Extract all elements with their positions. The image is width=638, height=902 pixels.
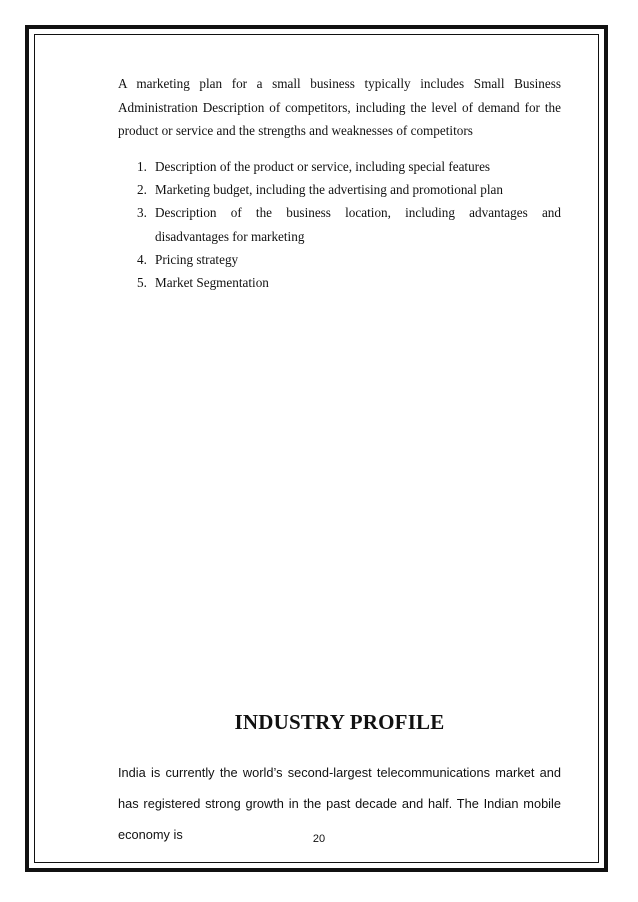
list-item-number: 1. — [137, 159, 147, 174]
section-paragraph: India is currently the world’s second-largest telecommunications market and has registered strong growth in the past decade and half. The Indian mobile economy is — [118, 765, 561, 842]
list-item-number: 2. — [137, 182, 147, 198]
list-item-text: Marketing budget, including the advertising and promotional plan — [155, 182, 503, 198]
list-item-text: Description of the business location, including advantages and disadvantages for marketing — [155, 205, 561, 244]
list-item — [137, 201, 561, 247]
list-item-number: 4. — [137, 251, 147, 267]
page-number: 20 — [312, 833, 326, 845]
list-item — [137, 271, 561, 294]
list-item-text: Pricing strategy — [155, 251, 239, 267]
requirements-list — [137, 155, 561, 294]
list-item — [137, 248, 561, 271]
intro-paragraph: A marketing plan for a small business typically includes Small Business Administration Description of competitors, including the level of demand for the product or service and the strengths and weaknesses of competitors — [118, 76, 561, 138]
list-item — [137, 178, 561, 201]
list-item-text: Description of the product or service, including special features — [155, 159, 491, 174]
section-heading: INDUSTRY PROFILE — [234, 710, 445, 734]
list-item-number: 5. — [137, 275, 147, 291]
list-item — [137, 155, 561, 178]
list-item-text: Market Segmentation — [155, 275, 269, 291]
list-item-number: 3. — [137, 205, 147, 221]
